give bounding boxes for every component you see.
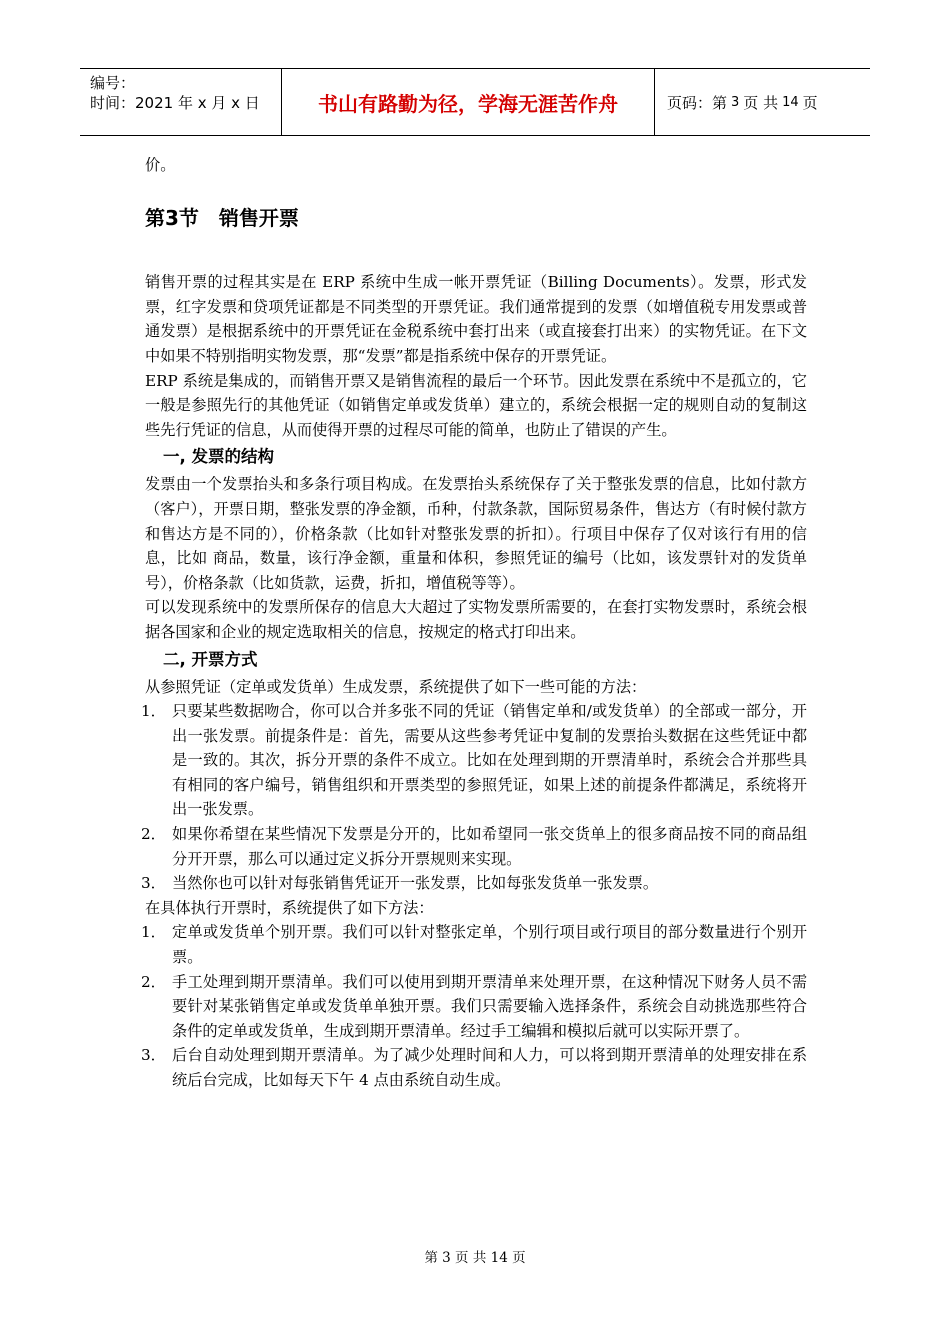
page-prefix: 页码：第	[667, 93, 728, 112]
list-text: 后台自动处理到期开票清单。为了减少处理时间和人力，可以将到期开票清单的处理安排在系统后台完成，比如每天下午 4 点由系统自动生成。	[172, 1046, 807, 1089]
list-number: 3．	[141, 1046, 166, 1065]
page-mid: 页 共	[743, 93, 779, 112]
list-item	[141, 822, 807, 871]
header-page-info	[655, 69, 870, 135]
list-item	[141, 699, 807, 822]
page-suffix: 页	[802, 93, 818, 112]
list-number: 1．	[141, 702, 166, 721]
list-number: 1．	[141, 923, 166, 942]
document-time-label: 时间：2021 年 x 月 x 日	[90, 94, 260, 112]
header-left-cell	[80, 69, 282, 135]
header-motto: 书山有路勤为径，学海无涯苦作舟	[282, 69, 655, 135]
list-number: 3．	[141, 874, 166, 893]
body-paragraph: 在具体执行开票时，系统提供了如下方法：	[145, 898, 434, 917]
document-number-label: 编号：	[90, 74, 136, 92]
list-text: 如果你希望在某些情况下发票是分开的，比如希望同一张交货单上的很多商品按不同的商品组分开开票，那么可以通过定义拆分开票规则来实现。	[172, 825, 807, 868]
section-title: 第3节 销售开票	[145, 205, 299, 230]
list-number: 2．	[141, 972, 166, 991]
list-number: 2．	[141, 825, 166, 844]
subsection-title: 二, 开票方式	[163, 649, 258, 669]
page-number: 3	[731, 94, 740, 110]
list-item	[141, 920, 807, 969]
list-text: 手工处理到期开票清单。我们可以使用到期开票清单来处理开票，在这种情况下财务人员不需要针对某张销售定单或发货单单独开票。我们只需要输入选择条件，系统会自动挑选那些符合条件的定单或发货单，生成到期开票清单。经过手工编辑和模拟后就可以实际开票了。	[172, 972, 807, 1040]
intro-paragraph: 销售开票的过程其实是在 ERP 系统中生成一帐开票凭证（Billing Documents）。发票，形式发票，红字发票和贷项凭证都是不同类型的开票凭证。我们通常提到的发票（如增值税专用发票或普通发票）是根据系统中的开票凭证在金税系统中套打出来（或直接套打出来）的实物凭证。在下文中如果不特别指明实物发票，那“发票”都是指系统中保存的开票凭证。	[145, 273, 807, 365]
body-paragraph: 从参照凭证（定单或发货单）生成发票，系统提供了如下一些可能的方法：	[145, 677, 647, 696]
page-footer: 第 3 页 共 14 页	[424, 1250, 526, 1266]
document-body	[141, 153, 807, 1093]
intro-paragraph: ERP 系统是集成的，而销售开票又是销售流程的最后一个环节。因此发票在系统中不是孤立的，它一般是参照先行的其他凭证（如销售定单或发货单）建立的，系统会根据一定的规则自动的复制这些先行凭证的信息，从而使得开票的过程尽可能的简单，也防止了错误的产生。	[145, 371, 807, 439]
list-text: 只要某些数据吻合，你可以合并多张不同的凭证（销售定单和/或发货单）的全部或一部分，开出一张发票。前提条件是：首先，需要从这些参考凭证中复制的发票抬头数据在这些凭证中都是一致的。其次，拆分开票的条件不成立。比如在处理到期的开票清单时，系统会合并那些具有相同的客户编号，销售组织和开票类型的参照凭证，如果上述的前提条件都满足，系统将开出一张发票。	[172, 702, 807, 819]
subsection-title: 一, 发票的结构	[163, 447, 275, 467]
list-text: 当然你也可以针对每张销售凭证开一张发票，比如每张发货单一张发票。	[172, 874, 658, 893]
page-total: 14	[782, 94, 799, 110]
page-header	[80, 68, 870, 136]
carry-over-text: 价。	[145, 156, 176, 174]
body-paragraph: 可以发现系统中的发票所保存的信息大大超过了实物发票所需要的，在套打实物发票时，系统会根据各国家和企业的规定选取相关的信息，按规定的格式打印出来。	[145, 598, 807, 641]
list-item	[141, 1043, 807, 1092]
list-item	[141, 970, 807, 1044]
list-text: 定单或发货单个别开票。我们可以针对整张定单，个别行项目或行项目的部分数量进行个别开票。	[172, 923, 807, 967]
body-paragraph: 发票由一个发票抬头和多条行项目构成。在发票抬头系统保存了关于整张发票的信息，比如付款方（客户），开票日期，整张发票的净金额，币种，付款条款，国际贸易条件，售达方（有时候付款方和售达方是不同的），价格条款（比如针对整张发票的折扣）。行项目中保存了仅对该行有用的信息，比如 商品，数量，该行净金额，重量和体积，参照凭证的编号（比如，该发票针对的发货单号），价格条款（比如货款，运费，折扣，增值税等等）。	[145, 475, 807, 592]
list-item	[141, 871, 807, 896]
